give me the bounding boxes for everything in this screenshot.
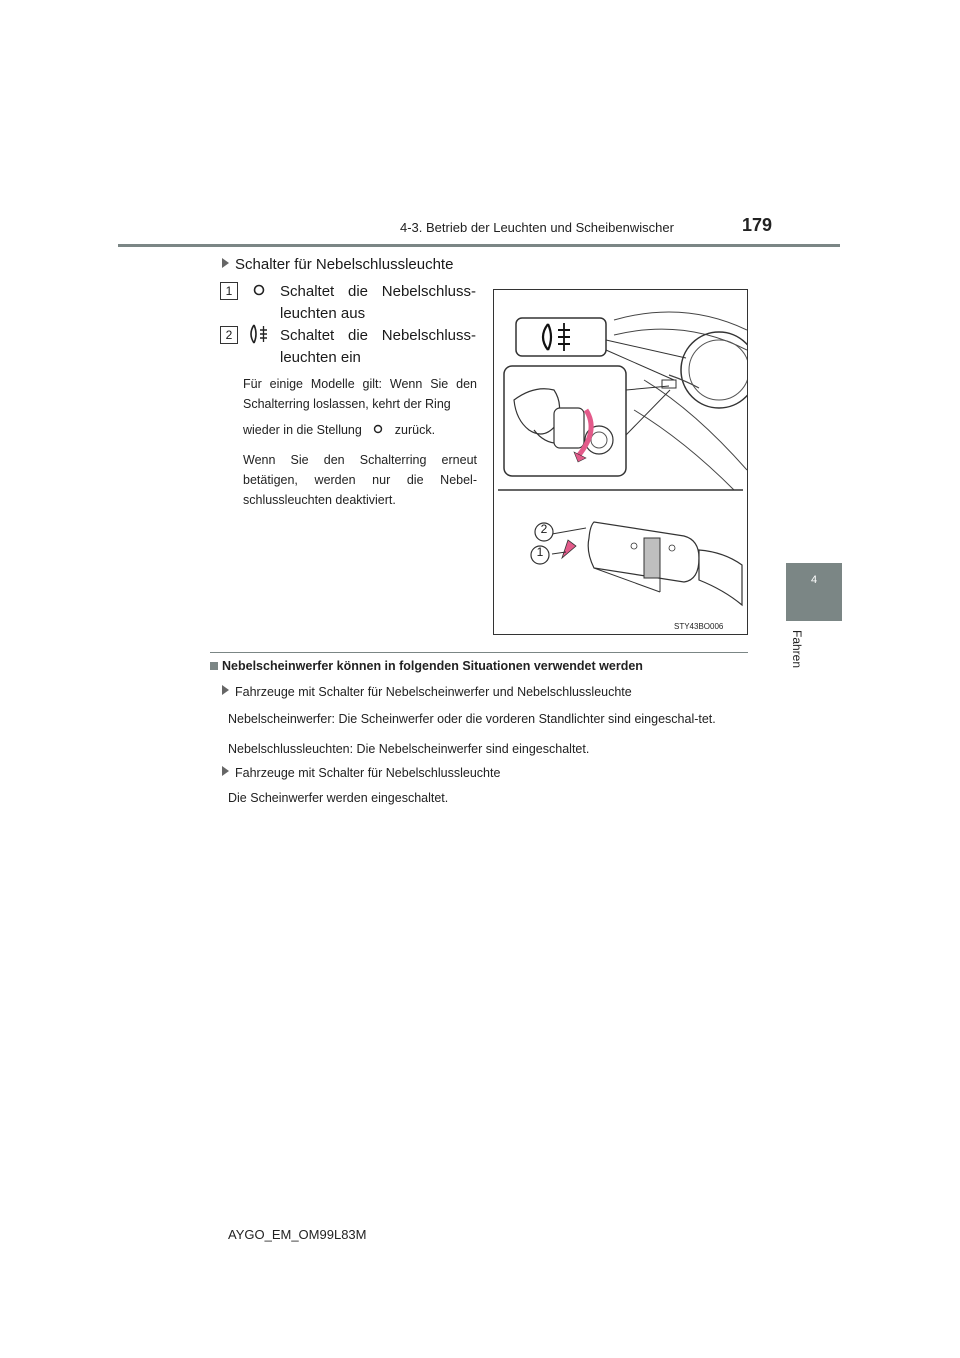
figure-callout-2: 2 xyxy=(540,522,548,536)
paragraph-1a: Nebelscheinwerfer: Die Scheinwerfer oder die vorderen Standlichter sind eingeschal-tet. xyxy=(228,712,716,726)
section-title: 4-3. Betrieb der Leuchten und Scheibenwischer xyxy=(400,220,674,235)
note-return-before: wieder in die Stellung xyxy=(243,423,362,437)
bullet-1-text: Fahrzeuge mit Schalter für Nebelscheinwerfer und Nebelschlussleuchte xyxy=(235,685,632,699)
bullet-2 xyxy=(222,764,500,782)
figure-callout-1: 1 xyxy=(536,545,544,559)
square-bullet-icon xyxy=(210,662,218,670)
chapter-label-text: Fahren xyxy=(790,630,804,669)
section-rule xyxy=(210,652,748,653)
chapter-label xyxy=(792,630,812,710)
note-return-after: zurück. xyxy=(394,423,436,437)
illustration-drawing xyxy=(494,290,747,634)
section-heading-text: Nebelscheinwerfer können in folgenden Situationen verwendet werden xyxy=(222,659,643,673)
paragraph-1b: Nebelschlussleuchten: Die Nebelscheinwerfer sind eingeschaltet. xyxy=(228,742,590,756)
note-return-position xyxy=(243,420,477,440)
rear-fog-light-icon xyxy=(245,323,269,345)
note-press-again: Wenn Sie den Schalterring erneut betätigen, werden nur die Nebel-schlussleuchten deaktiviert. xyxy=(243,453,477,507)
bullet-2-text: Fahrzeuge mit Schalter für Nebelschlussleuchte xyxy=(235,766,501,780)
triangle-bullet-icon xyxy=(222,766,229,776)
fog-switch-heading xyxy=(222,256,453,273)
bullet-1 xyxy=(222,683,632,701)
paragraph-2: Die Scheinwerfer werden eingeschaltet. xyxy=(228,791,449,805)
item-text-2: Schaltet die Nebelschluss-leuchten ein xyxy=(280,327,476,366)
item-number-2: 2 xyxy=(220,326,238,344)
note-release-ring: Für einige Modelle gilt: Wenn Sie den Schalterring loslassen, kehrt der Ring xyxy=(243,377,477,411)
figure-code: STY43BO006 xyxy=(674,622,724,631)
item-number-1: 1 xyxy=(220,282,238,300)
item-text-1: Schaltet die Nebelschluss-leuchten aus xyxy=(280,283,476,322)
header-rule xyxy=(118,244,840,247)
chapter-tab xyxy=(786,563,842,621)
triangle-bullet-icon xyxy=(222,258,229,268)
fog-off-circle-icon xyxy=(365,423,391,435)
page-number: 179 xyxy=(742,215,773,235)
triangle-bullet-icon xyxy=(222,685,229,695)
document-code: AYGO_EM_OM99L83M xyxy=(228,1227,367,1242)
section-heading xyxy=(210,659,643,673)
chapter-number: 4 xyxy=(810,574,818,586)
fog-switch-heading-text: Schalter für Nebelschlussleuchte xyxy=(235,256,454,273)
fog-off-circle-icon xyxy=(252,283,266,297)
fog-switch-illustration xyxy=(493,289,748,635)
